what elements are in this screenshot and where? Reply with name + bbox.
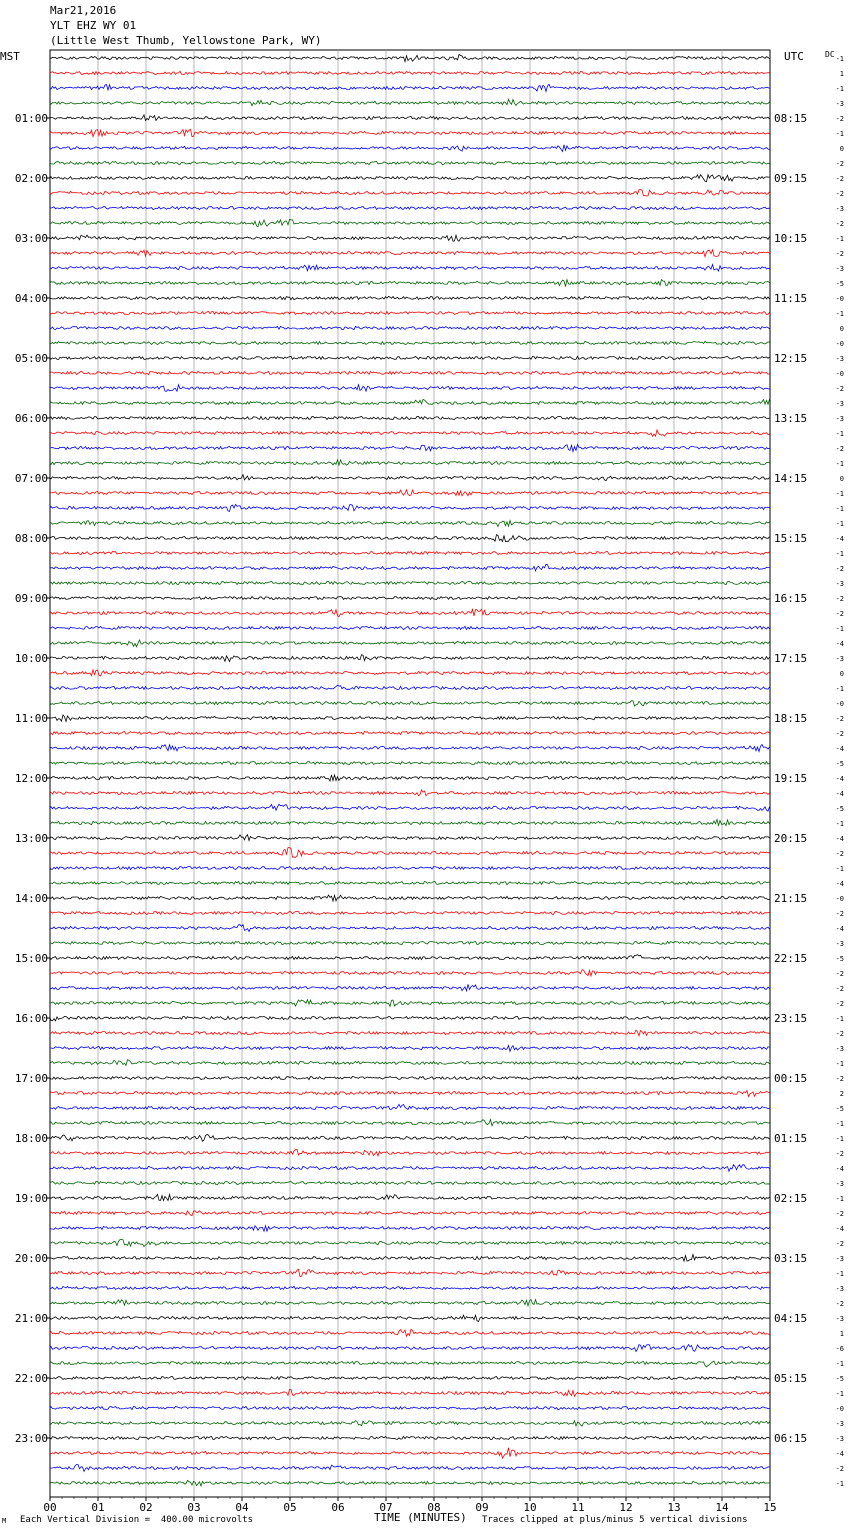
left-hour-label: 13:00 [14,832,48,845]
left-hour-label: 06:00 [14,412,48,425]
dc-offset-label: -3 [835,1435,844,1443]
seismic-trace [50,1407,770,1410]
left-hour-label: 22:00 [14,1372,48,1385]
seismic-trace [50,416,770,419]
seismic-trace [50,1255,770,1262]
seismic-trace [50,609,770,616]
right-hour-label: 10:15 [774,232,808,245]
seismic-trace [50,129,770,136]
seismic-trace [50,955,770,960]
scale-note: Each Vertical Division = 400.00 microvolts [20,1515,253,1525]
seismic-trace [50,1181,770,1184]
right-hour-label: 13:15 [774,412,808,425]
dc-offset-label: -2 [835,1465,844,1473]
left-hour-label: 04:00 [14,292,48,305]
dc-offset-label: -0 [835,340,844,348]
dc-offset-label: -5 [835,1375,844,1383]
seismic-trace [50,521,770,527]
x-tick-label: 04 [235,1501,249,1514]
seismic-trace [50,941,770,944]
seismic-trace [50,820,770,826]
right-hour-label: 02:15 [774,1192,808,1205]
seismic-trace [50,1135,770,1142]
dc-offset-label: 0 [839,475,844,483]
seismic-trace [50,970,770,976]
seismic-trace [50,1480,770,1486]
left-hour-label: 07:00 [14,472,48,485]
right-hour-label: 00:15 [774,1072,808,1085]
dc-offset-label: -2 [835,610,844,618]
dc-offset-label: -2 [835,190,844,198]
seismic-trace [50,71,770,74]
right-hour-label: 08:15 [774,112,808,125]
right-hour-label: 21:15 [774,892,808,905]
dc-offset-label: -0 [835,700,844,708]
seismic-trace [50,1060,770,1066]
seismic-trace [50,670,770,676]
right-timezone-label: UTC [784,50,804,63]
dc-offset-label: -0 [835,370,844,378]
dc-offset-label: -2 [835,985,844,993]
x-tick-label: 07 [379,1501,393,1514]
seismic-trace [50,1376,770,1379]
seismic-trace [50,775,770,781]
right-hour-label: 15:15 [774,532,808,545]
seismic-trace [50,640,770,647]
dc-offset-label: -2 [835,850,844,858]
seismic-trace [50,430,770,436]
x-tick-label: 08 [427,1501,441,1514]
seismic-trace [50,535,770,542]
dc-offset-label: -3 [835,265,844,273]
seismic-trace [50,460,770,465]
left-hour-label: 20:00 [14,1252,48,1265]
dc-offset-label: -4 [835,1165,844,1173]
right-hour-label: 12:15 [774,352,808,365]
dc-offset-label: -2 [835,1210,844,1218]
left-hour-label: 21:00 [14,1312,48,1325]
dc-offset-label: -1 [835,1480,844,1488]
dc-offset-label: -1 [835,460,844,468]
seismic-trace [50,1120,770,1126]
right-hour-label: 14:15 [774,472,808,485]
left-hour-label: 16:00 [14,1012,48,1025]
seismic-trace [50,326,770,329]
left-hour-label: 02:00 [14,172,48,185]
dc-offset-label: -3 [835,940,844,948]
dc-offset-label: -2 [835,565,844,573]
seismic-trace [50,341,770,344]
seismic-trace [50,655,770,662]
seismic-trace [50,790,770,796]
seismic-trace [50,626,770,629]
dc-offset-label: -3 [835,1045,844,1053]
dc-offset-label: -1 [835,130,844,138]
left-hour-label: 12:00 [14,772,48,785]
seismic-trace [50,745,770,752]
dc-offset-label: 2 [839,1090,844,1098]
dc-offset-label: -5 [835,955,844,963]
dc-offset-label: -4 [835,775,844,783]
dc-offset-label: -1 [835,1120,844,1128]
plot-frame [50,50,770,1497]
x-tick-label: 00 [43,1501,57,1514]
dc-offset-label: -2 [835,250,844,258]
seismic-trace [50,1091,770,1097]
seismic-trace [50,1421,770,1427]
left-hour-label: 10:00 [14,652,48,665]
seismic-trace [50,1046,770,1052]
left-hour-label: 14:00 [14,892,48,905]
corner-mark: M [2,1517,7,1525]
seismic-trace [50,475,770,481]
seismic-trace [50,115,770,121]
x-tick-label: 02 [139,1501,153,1514]
right-hour-label: 19:15 [774,772,808,785]
seismic-trace [50,265,770,272]
seismic-trace [50,1390,770,1397]
dc-offset-label: -1 [835,1360,844,1368]
left-hour-label: 01:00 [14,112,48,125]
x-tick-label: 01 [91,1501,105,1514]
dc-offset-label: -3 [835,400,844,408]
dc-offset-label: -4 [835,745,844,753]
dc-offset-label: -1 [835,430,844,438]
seismic-trace [50,1269,770,1276]
seismic-trace [50,145,770,152]
dc-offset-label: -4 [835,835,844,843]
right-hour-label: 03:15 [774,1252,808,1265]
dc-offset-label: -1 [835,85,844,93]
seismic-trace [50,984,770,991]
seismic-trace [50,761,770,764]
seismic-trace [50,1465,770,1472]
dc-offset-label: -5 [835,280,844,288]
dc-offset-label: -2 [835,1030,844,1038]
x-tick-label: 05 [283,1501,297,1514]
seismic-trace [50,219,770,226]
seismic-trace [50,596,770,599]
dc-offset-label: -2 [835,220,844,228]
dc-offset-label: -4 [835,640,844,648]
left-hour-label: 23:00 [14,1432,48,1445]
seismic-trace [50,804,770,811]
dc-offset-label: -2 [835,910,844,918]
seismic-trace [50,848,770,858]
dc-offset-label: -0 [835,1405,844,1413]
dc-offset-label: -3 [835,655,844,663]
dc-offset-label: -1 [835,865,844,873]
seismic-trace [50,1211,770,1216]
seismic-trace [50,1000,770,1007]
seismic-trace [50,731,770,734]
seismic-trace [50,835,770,841]
seismic-trace [50,296,770,299]
dc-offset-label: -0 [835,895,844,903]
seismic-trace [50,685,770,690]
seismic-trace [50,1165,770,1172]
dc-offset-label: -2 [835,1000,844,1008]
right-hour-label: 11:15 [774,292,808,305]
seismic-trace [50,385,770,392]
dc-offset-label: -3 [835,1255,844,1263]
x-tick-label: 13 [667,1501,681,1514]
dc-offset-label: -2 [835,115,844,123]
dc-offset-label: -2 [835,1150,844,1158]
dc-offset-label: -2 [835,385,844,393]
dc-offset-label: -1 [835,1135,844,1143]
dc-offset-label: -3 [835,415,844,423]
dc-offset-label: -3 [835,355,844,363]
right-hour-label: 22:15 [774,952,808,965]
right-hour-label: 16:15 [774,592,808,605]
dc-offset-label: -4 [835,535,844,543]
x-tick-label: 11 [571,1501,585,1514]
dc-offset-label: -3 [835,1420,844,1428]
dc-offset-label: -1 [835,505,844,513]
dc-offset-label: -1 [835,1270,844,1278]
dc-offset-label: -3 [835,100,844,108]
seismic-trace [50,1077,770,1080]
seismic-trace [50,250,770,257]
dc-offset-label: -1 [835,1060,844,1068]
dc-offset-label: -1 [835,235,844,243]
dc-label: DC [825,50,835,59]
seismic-trace [50,1329,770,1336]
station-label: YLT EHZ WY 01 [50,19,137,32]
seismic-trace [50,564,770,571]
x-tick-label: 10 [523,1501,537,1514]
left-hour-label: 11:00 [14,712,48,725]
right-hour-label: 17:15 [774,652,808,665]
dc-offset-label: -0 [835,295,844,303]
right-hour-label: 18:15 [774,712,808,725]
seismic-trace [50,190,770,196]
dc-offset-label: 0 [839,670,844,678]
x-tick-label: 14 [715,1501,729,1514]
x-tick-label: 03 [187,1501,201,1514]
seismic-trace [50,881,770,884]
right-hour-label: 20:15 [774,832,808,845]
dc-offset-label: -1 [835,550,844,558]
seismic-trace [50,1149,770,1156]
dc-offset-label: -2 [835,1300,844,1308]
seismic-trace [50,1194,770,1200]
seismic-trace [50,55,770,62]
seismic-trace [50,581,770,584]
right-hour-label: 06:15 [774,1432,808,1445]
dc-offset-label: -1 [835,1195,844,1203]
dc-offset-label: -2 [835,1075,844,1083]
dc-offset-label: -3 [835,1180,844,1188]
seismic-trace [50,280,770,287]
right-hour-label: 04:15 [774,1312,808,1325]
dc-offset-label: 0 [839,325,844,333]
right-hour-label: 05:15 [774,1372,808,1385]
x-tick-label: 09 [475,1501,489,1514]
dc-offset-label: -1 [835,520,844,528]
dc-offset-label: -4 [835,790,844,798]
seismic-trace [50,1016,770,1021]
seismic-trace [50,925,770,932]
seismic-trace [50,399,770,404]
dc-offset-label: -1 [835,1390,844,1398]
seismic-trace [50,235,770,241]
x-tick-label: 12 [619,1501,633,1514]
seismic-trace [50,867,770,870]
x-tick-label: 06 [331,1501,345,1514]
seismic-trace [50,161,770,164]
dc-offset-label: -1 [835,685,844,693]
seismic-trace [50,715,770,722]
dc-offset-label: -1 [835,310,844,318]
seismic-trace [50,1104,770,1109]
left-hour-label: 18:00 [14,1132,48,1145]
dc-offset-label: -2 [835,445,844,453]
right-hour-label: 01:15 [774,1132,808,1145]
dc-offset-label: -3 [835,580,844,588]
dc-offset-label: -5 [835,805,844,813]
seismic-trace [50,895,770,901]
dc-offset-label: -2 [835,1240,844,1248]
dc-offset-label: -5 [835,760,844,768]
dc-offset-label: -3 [835,1315,844,1323]
dc-offset-label: -1 [835,490,844,498]
seismic-trace [50,1226,770,1232]
seismic-trace [50,1436,770,1439]
dc-offset-label: -3 [835,205,844,213]
dc-offset-label: -4 [835,1225,844,1233]
dc-offset-label: -2 [835,175,844,183]
dc-offset-label: 0 [839,145,844,153]
seismic-trace [50,1239,770,1246]
seismic-trace [50,84,770,91]
dc-offset-label: -4 [835,880,844,888]
left-hour-label: 05:00 [14,352,48,365]
dc-offset-label: -4 [835,1450,844,1458]
seismic-trace [50,1361,770,1367]
seismic-trace [50,1315,770,1321]
seismic-trace [50,551,770,554]
dc-offset-label: -3 [835,1285,844,1293]
seismic-trace [50,445,770,452]
right-hour-label: 23:15 [774,1012,808,1025]
left-timezone-label: MST [0,50,20,63]
seismic-trace [50,1286,770,1289]
x-axis-label: TIME (MINUTES) [374,1511,467,1524]
dc-offset-label: -5 [835,1105,844,1113]
seismic-trace [50,490,770,496]
left-hour-label: 17:00 [14,1072,48,1085]
seismic-trace [50,504,770,511]
seismic-trace [50,207,770,210]
date-label: Mar21,2016 [50,4,117,17]
seismic-trace [50,701,770,706]
left-hour-label: 03:00 [14,232,48,245]
seismic-trace [50,311,770,314]
seismic-trace [50,1345,770,1352]
seismic-trace [50,175,770,182]
seismic-trace [50,356,770,359]
dc-offset-label: -1 [835,820,844,828]
x-tick-label: 15 [763,1501,777,1514]
dc-offset-label: -6 [835,1345,844,1353]
dc-offset-label: -2 [835,715,844,723]
left-hour-label: 09:00 [14,592,48,605]
seismic-trace [50,911,770,914]
seismic-trace [50,1300,770,1306]
dc-offset-label: -2 [835,160,844,168]
dc-offset-label: -2 [835,730,844,738]
dc-offset-label: -1 [835,55,844,63]
dc-offset-label: -1 [835,625,844,633]
dc-offset-label: -2 [835,595,844,603]
dc-offset-label: -4 [835,925,844,933]
seismic-trace [50,1030,770,1036]
right-hour-label: 09:15 [774,172,808,185]
dc-offset-label: -2 [835,970,844,978]
seismic-trace [50,99,770,105]
dc-offset-label: -1 [835,1015,844,1023]
seismic-trace [50,1448,770,1458]
left-hour-label: 08:00 [14,532,48,545]
location-label: (Little West Thumb, Yellowstone Park, WY) [50,34,322,47]
dc-offset-label: 1 [839,1330,844,1338]
seismic-trace [50,371,770,374]
dc-offset-label: 1 [839,70,844,78]
clip-note: Traces clipped at plus/minus 5 vertical divisions [482,1515,748,1525]
left-hour-label: 15:00 [14,952,48,965]
left-hour-label: 19:00 [14,1192,48,1205]
